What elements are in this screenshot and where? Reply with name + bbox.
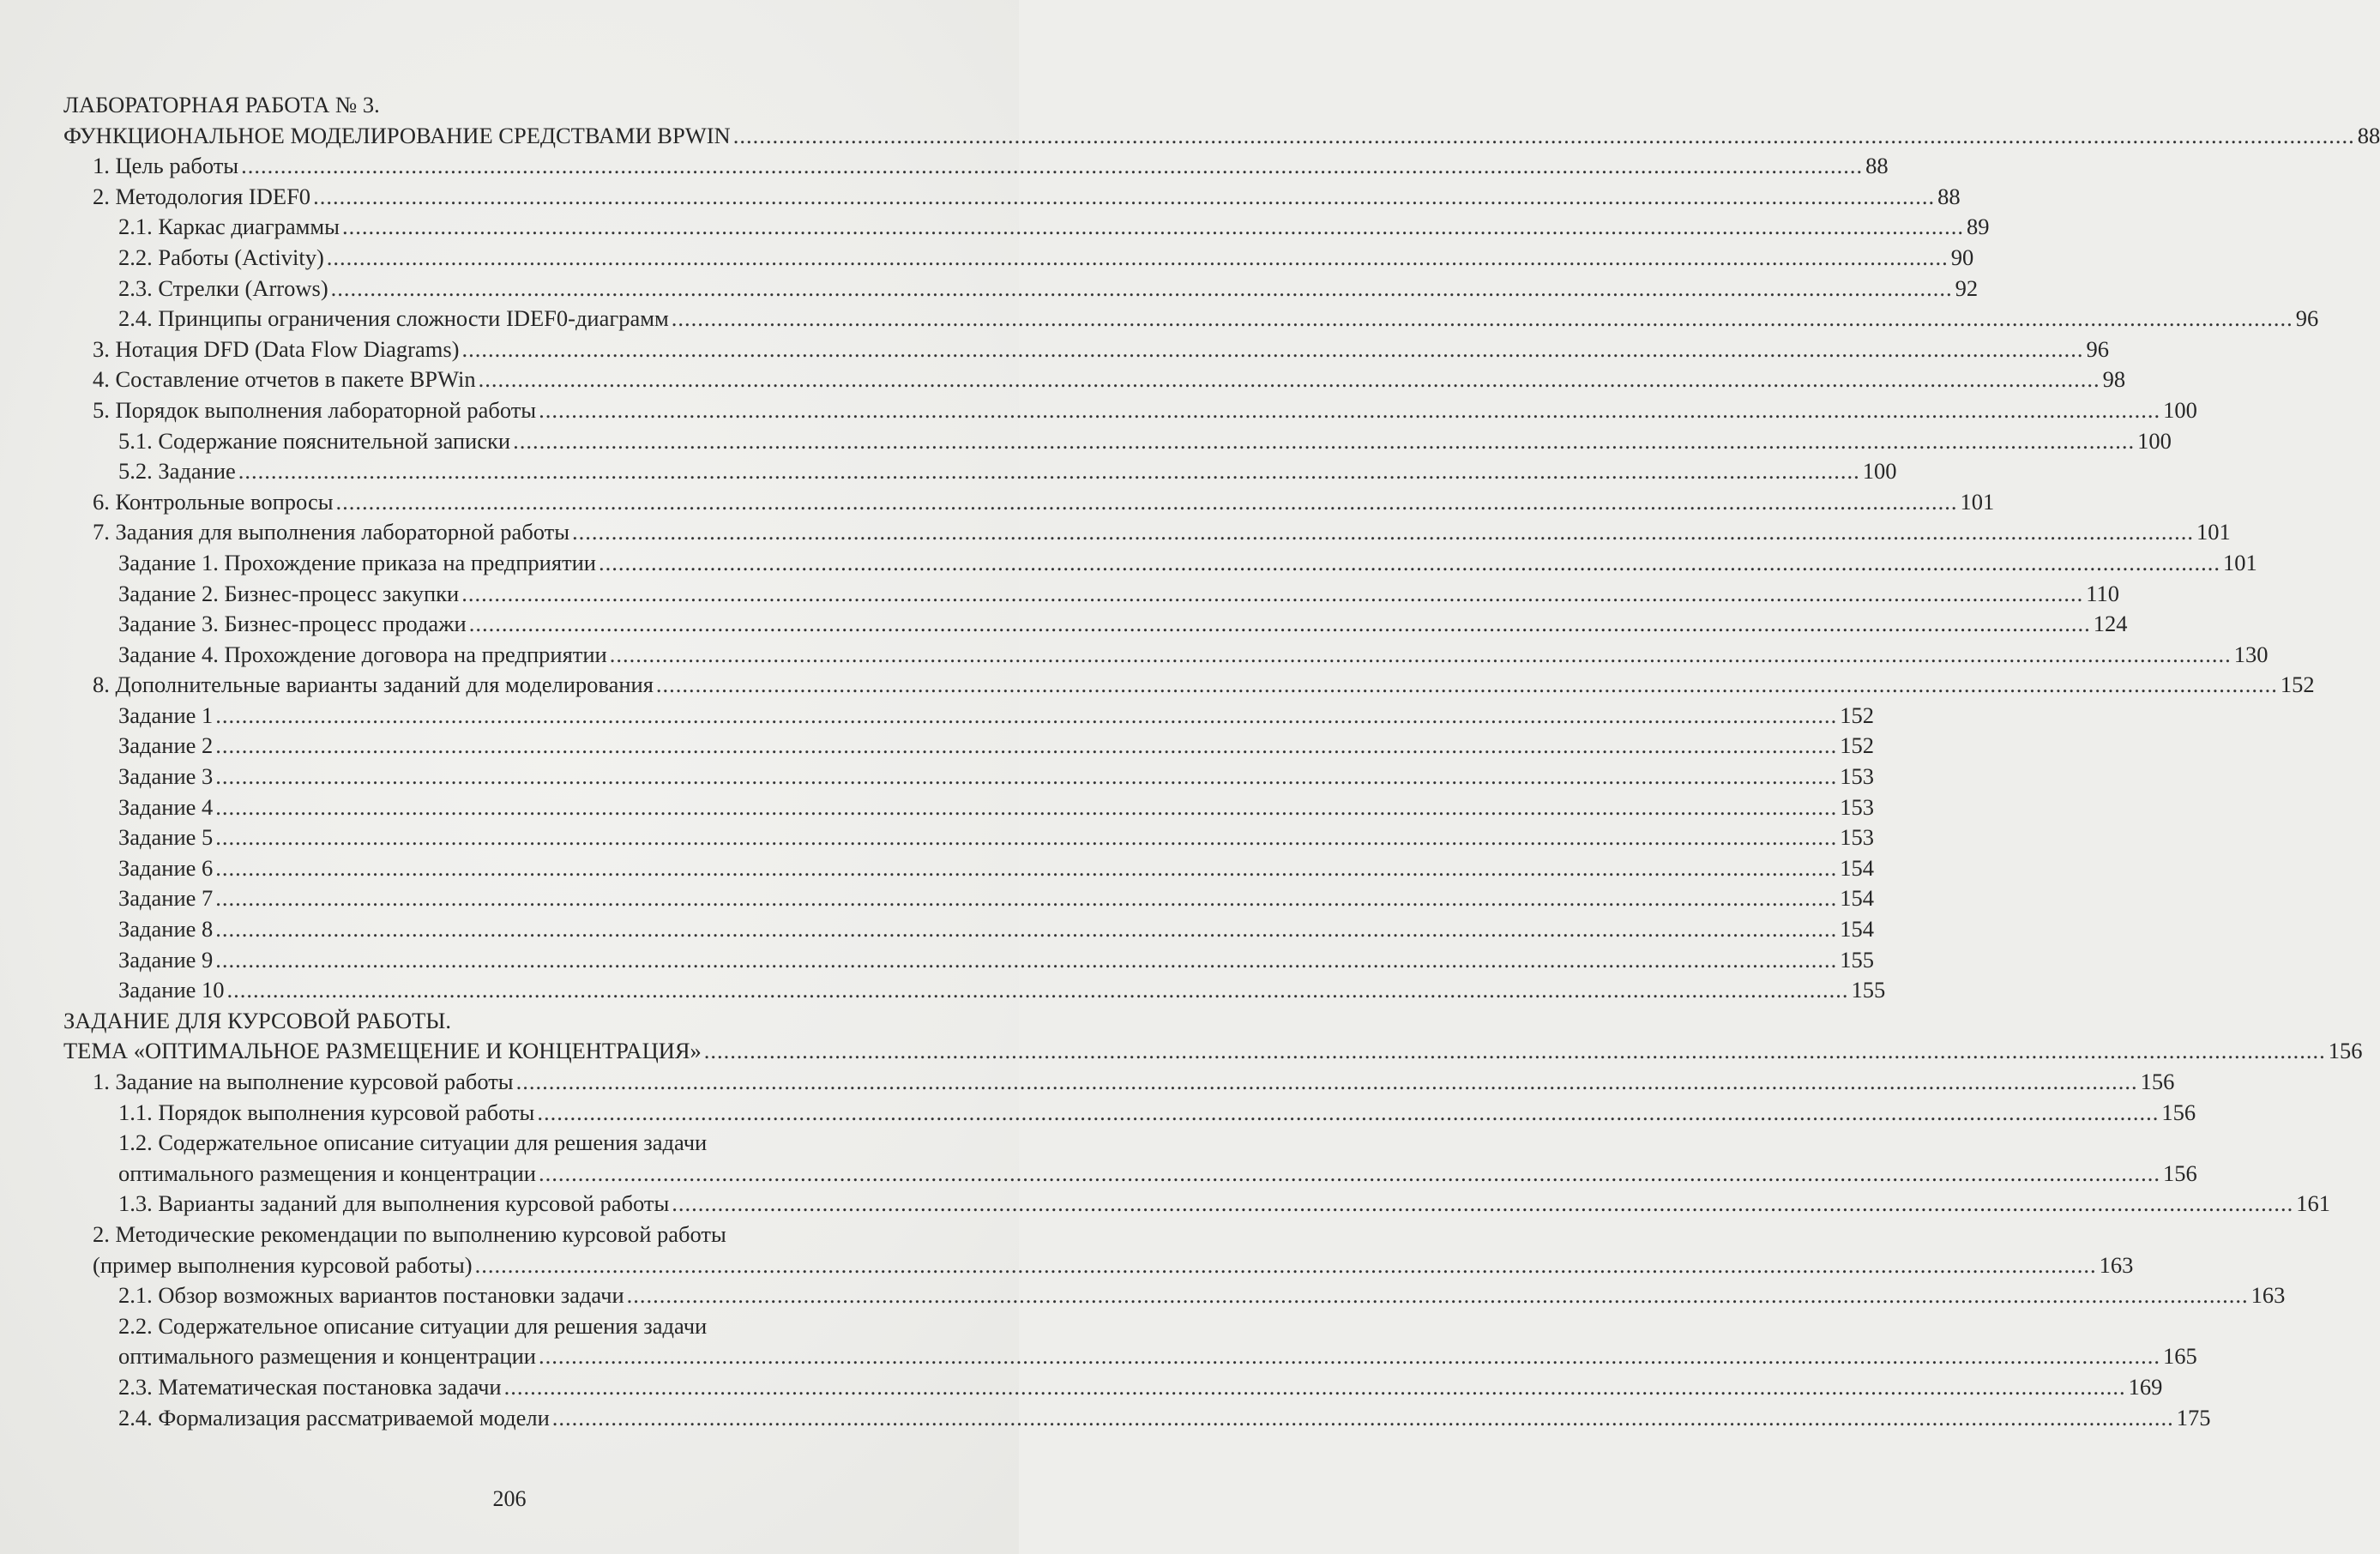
- dot-leader: [327, 243, 1949, 274]
- toc-entry-page: 163: [2250, 1282, 2286, 1309]
- toc-entry: [63, 792, 1875, 823]
- toc-entry-page: 161: [2296, 1190, 2331, 1217]
- toc-entry-title: оптимального размещения и концентрации: [118, 1343, 536, 1370]
- toc-entry: [63, 121, 2380, 152]
- toc-entry: [63, 212, 1990, 243]
- dot-leader: [227, 975, 1849, 1006]
- toc-entry-title: ТЕМА «ОПТИМАЛЬНОЕ РАЗМЕЩЕНИЕ И КОНЦЕНТРАЦИЯ»: [63, 1038, 702, 1064]
- toc-entry-title: Задание 8: [118, 916, 214, 943]
- toc-entry: [63, 1280, 2286, 1311]
- dot-leader: [513, 426, 2135, 457]
- dot-leader: [516, 1067, 2138, 1098]
- toc-entry-title: 1.2. Содержательное описание ситуации для решения задачи: [118, 1129, 708, 1156]
- toc-entry-title: Задание 3. Бизнес-процесс продажи: [118, 611, 467, 637]
- toc-entry-title: Задание 10: [118, 977, 225, 1003]
- toc-entry-page: 124: [2093, 611, 2128, 637]
- toc-entry-page: 110: [2086, 580, 2120, 606]
- toc-entry-page: 90: [1950, 244, 1974, 270]
- dot-leader: [336, 487, 1958, 518]
- toc-entry-title: ФУНКЦИОНАЛЬНОЕ МОДЕЛИРОВАНИЕ СРЕДСТВАМИ BPWIN: [63, 122, 731, 148]
- toc-entry: [63, 517, 2231, 548]
- dot-leader: [331, 274, 1953, 304]
- dot-leader: [238, 456, 1860, 487]
- toc-entry-title: 3. Нотация DFD (Data Flow Diagrams): [93, 335, 460, 362]
- dot-leader: [539, 1341, 2160, 1372]
- toc-entry: [63, 426, 2172, 457]
- toc-entry-page: 165: [2162, 1343, 2197, 1370]
- toc-entry-page: 88: [1865, 153, 1889, 179]
- toc-entry: [63, 945, 1875, 976]
- dot-leader: [215, 792, 1837, 823]
- toc-entry-title: 2.1. Обзор возможных вариантов постановки задачи: [118, 1282, 624, 1309]
- dot-leader: [672, 1189, 2293, 1220]
- dot-leader: [599, 548, 2220, 579]
- toc-entry-page: 156: [2140, 1069, 2175, 1094]
- toc-entry: [63, 1341, 2197, 1372]
- toc-entry: [63, 579, 2120, 610]
- toc-entry-page: 101: [2223, 549, 2257, 575]
- toc-entry: [63, 274, 1979, 304]
- toc-entry-title: Задание 6: [118, 854, 214, 881]
- toc-entry-page: 153: [1840, 793, 1875, 820]
- dot-leader: [656, 670, 2278, 701]
- toc-entry: [63, 975, 1886, 1006]
- toc-entry-page: 88: [2357, 122, 2380, 148]
- dot-leader: [733, 121, 2355, 152]
- toc-entry-title: 8. Дополнительные варианты заданий для моделирования: [93, 672, 654, 698]
- toc-entry: [63, 1036, 2363, 1067]
- toc-entry-page: 156: [2328, 1038, 2363, 1064]
- table-of-contents: [63, 90, 2380, 1433]
- toc-entry-title: оптимального размещения и концентрации: [118, 1159, 536, 1186]
- toc-entry: [63, 1067, 2175, 1098]
- toc-entry-page: 156: [2161, 1099, 2196, 1125]
- dot-leader: [627, 1280, 2249, 1311]
- toc-entry-page: 96: [2086, 335, 2109, 362]
- toc-entry-page: 153: [1840, 763, 1875, 790]
- toc-entry-title: Задание 2. Бизнес-процесс закупки: [118, 580, 460, 606]
- dot-leader: [610, 640, 2232, 671]
- toc-entry-page: 155: [1840, 946, 1875, 973]
- dot-leader: [672, 304, 2293, 334]
- dot-leader: [504, 1372, 2126, 1403]
- toc-entry-title: 1.3. Варианты заданий для выполнения курсовой работы: [118, 1190, 670, 1217]
- toc-entry-title: Задание 7: [118, 885, 214, 912]
- toc-entry-page: 101: [2196, 519, 2231, 545]
- toc-entry-title: (пример выполнения курсовой работы): [93, 1251, 473, 1278]
- toc-entry-title: 1. Задание на выполнение курсовой работы: [93, 1069, 514, 1094]
- toc-entry-title: Задание 1. Прохождение приказа на предприятии: [118, 549, 596, 575]
- toc-entry-title: 2.2. Работы (Activity): [118, 244, 324, 270]
- toc-entry-title: 4. Составление отчетов в пакете BPWin: [93, 366, 476, 393]
- toc-entry: [63, 762, 1875, 792]
- toc-entry-title: ЗАДАНИЕ ДЛЯ КУРСОВОЙ РАБОТЫ.: [63, 1007, 452, 1033]
- toc-entry: [63, 456, 1897, 487]
- toc-entry: [63, 609, 2128, 640]
- toc-entry-page: 163: [2099, 1251, 2134, 1278]
- dot-leader: [215, 914, 1837, 945]
- dot-leader: [215, 731, 1837, 762]
- toc-entry: [63, 731, 1875, 762]
- dot-leader: [241, 151, 1863, 182]
- toc-entry-page: 101: [1960, 488, 1995, 515]
- toc-entry-page: 175: [2176, 1404, 2211, 1431]
- toc-entry: [63, 364, 2126, 395]
- toc-entry-page: 100: [2163, 396, 2197, 423]
- dot-leader: [537, 1098, 2159, 1129]
- dot-leader: [469, 609, 2091, 640]
- dot-leader: [461, 579, 2083, 610]
- toc-entry: [63, 640, 2269, 671]
- toc-entry: [63, 304, 2319, 334]
- toc-entry: [63, 701, 1875, 732]
- toc-entry: [63, 914, 1875, 945]
- toc-entry-title: Задание 4: [118, 793, 214, 820]
- dot-leader: [475, 1250, 2097, 1281]
- toc-entry-title: Задание 5: [118, 824, 214, 851]
- toc-entry: [63, 90, 973, 121]
- dot-leader: [539, 395, 2160, 426]
- dot-leader: [215, 701, 1837, 732]
- toc-entry: [63, 548, 2257, 579]
- toc-entry: [63, 151, 1889, 182]
- toc-entry: [63, 1189, 2331, 1220]
- toc-entry: [63, 1311, 973, 1342]
- toc-entry-title: Задание 2: [118, 732, 214, 759]
- toc-entry-page: 98: [2102, 366, 2126, 393]
- toc-entry-title: ЛАБОРАТОРНАЯ РАБОТА № 3.: [63, 92, 380, 117]
- toc-entry: [63, 1098, 2196, 1129]
- toc-entry: [63, 670, 2315, 701]
- dot-leader: [313, 182, 1935, 213]
- toc-entry-page: 92: [1955, 274, 1979, 301]
- toc-entry-title: 2. Методические рекомендации по выполнению курсовой работы: [93, 1220, 726, 1247]
- toc-entry: [63, 395, 2197, 426]
- toc-entry-title: 5. Порядок выполнения лабораторной работы: [93, 396, 537, 423]
- dot-leader: [572, 517, 2194, 548]
- dot-leader: [215, 945, 1837, 976]
- toc-entry-title: 5.2. Задание: [118, 458, 236, 485]
- dot-leader: [342, 212, 1964, 243]
- toc-entry-page: 152: [1840, 732, 1875, 759]
- toc-entry-title: 1. Цель работы: [93, 153, 239, 179]
- toc-entry-title: Задание 1: [118, 702, 214, 728]
- toc-entry-page: 89: [1967, 214, 1990, 240]
- toc-entry: [63, 822, 1875, 853]
- toc-entry-page: 152: [1840, 702, 1875, 728]
- dot-leader: [215, 883, 1837, 914]
- toc-entry: [63, 243, 1974, 274]
- toc-entry: [63, 853, 1875, 884]
- page-number: 206: [492, 1486, 527, 1511]
- toc-entry-title: Задание 9: [118, 946, 214, 973]
- dot-leader: [215, 853, 1837, 884]
- toc-entry-page: 100: [2137, 427, 2172, 454]
- toc-entry-title: 2.4. Формализация рассматриваемой модели: [118, 1404, 550, 1431]
- toc-entry-title: 2.4. Принципы ограничения сложности IDEF0-диаграмм: [118, 305, 669, 332]
- toc-entry-page: 88: [1937, 183, 1961, 209]
- toc-entry-title: 2.3. Стрелки (Arrows): [118, 274, 328, 301]
- toc-entry: [63, 1128, 973, 1159]
- toc-entry: [63, 1220, 973, 1250]
- dot-leader: [552, 1403, 2174, 1434]
- toc-entry-page: 169: [2128, 1373, 2163, 1400]
- toc-entry-title: 1.1. Порядок выполнения курсовой работы: [118, 1099, 535, 1125]
- toc-entry: [63, 1159, 2197, 1190]
- toc-entry-page: 156: [2162, 1159, 2197, 1186]
- toc-entry-page: 130: [2233, 641, 2269, 667]
- toc-entry-page: 153: [1840, 824, 1875, 851]
- toc-entry: [63, 1006, 973, 1037]
- toc-entry-title: 2.1. Каркас диаграммы: [118, 214, 340, 240]
- toc-entry: [63, 1372, 2163, 1403]
- toc-entry: [63, 883, 1875, 914]
- toc-entry-page: 152: [2280, 672, 2315, 698]
- toc-entry-page: 96: [2295, 305, 2319, 332]
- toc-entry-title: Задание 3: [118, 763, 214, 790]
- toc-entry-page: 100: [1862, 458, 1897, 485]
- toc-entry-page: 154: [1840, 885, 1875, 912]
- toc-entry-title: 7. Задания для выполнения лабораторной работы: [93, 519, 570, 545]
- toc-entry-title: 5.1. Содержание пояснительной записки: [118, 427, 511, 454]
- dot-leader: [215, 762, 1837, 792]
- toc-entry: [63, 334, 2109, 365]
- toc-entry-page: 154: [1840, 854, 1875, 881]
- dot-leader: [215, 822, 1837, 853]
- dot-leader: [539, 1159, 2160, 1190]
- toc-entry: [63, 182, 1961, 213]
- toc-entry-title: 2.2. Содержательное описание ситуации для решения задачи: [118, 1312, 708, 1339]
- toc-entry-title: 6. Контрольные вопросы: [93, 488, 334, 515]
- toc-entry: [63, 487, 1995, 518]
- toc-entry-title: 2. Методология IDEF0: [93, 183, 311, 209]
- toc-entry-title: Задание 4. Прохождение договора на предприятии: [118, 641, 607, 667]
- dot-leader: [704, 1036, 2326, 1067]
- dot-leader: [461, 334, 2083, 365]
- dot-leader: [479, 364, 2100, 395]
- toc-entry-page: 155: [1851, 977, 1886, 1003]
- toc-entry: [63, 1403, 2211, 1434]
- toc-entry-page: 154: [1840, 916, 1875, 943]
- toc-entry: [63, 1250, 2134, 1281]
- toc-entry-title: 2.3. Математическая постановка задачи: [118, 1373, 502, 1400]
